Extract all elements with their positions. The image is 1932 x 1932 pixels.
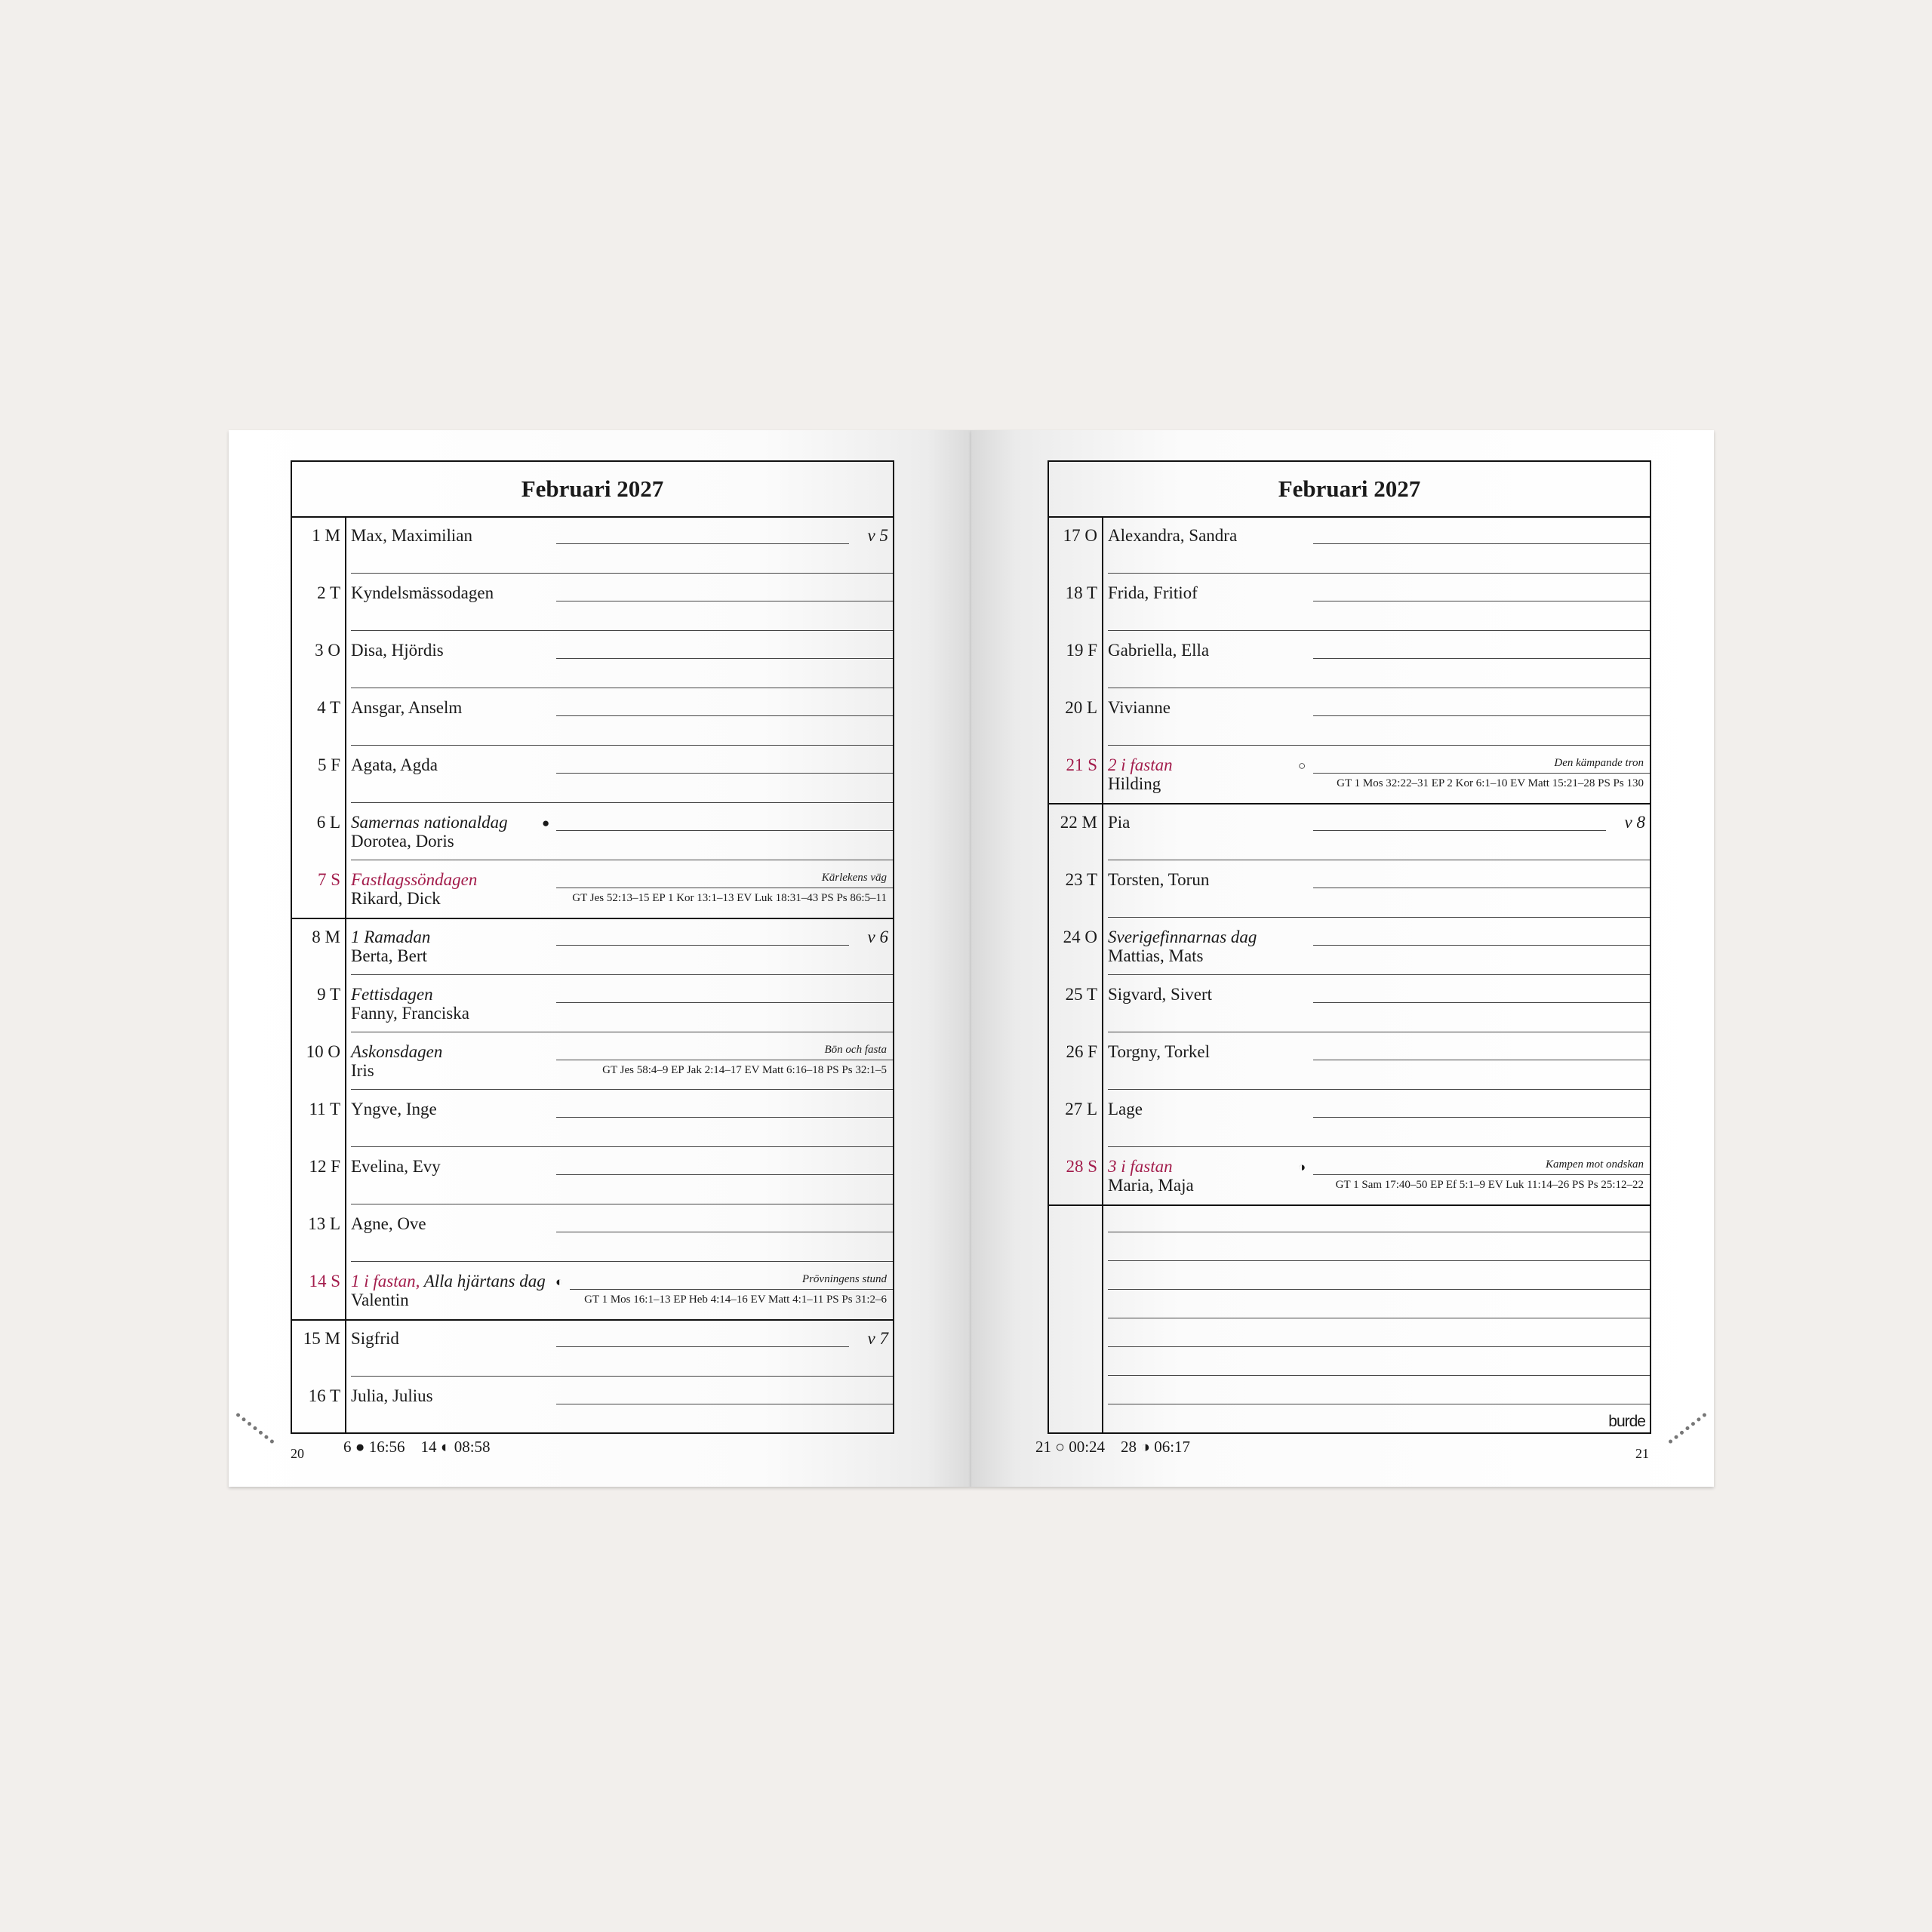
write-line[interactable] [1313,773,1650,774]
day-row [292,860,893,919]
name-day: Torgny, Torkel [1108,1042,1210,1061]
day-date: 8 M [312,928,340,946]
write-line[interactable] [1313,1002,1650,1003]
day-row [1049,688,1650,746]
brand-logo: burde [1608,1413,1645,1430]
day-date: 2 T [317,583,340,602]
moon-phase-day: 6 [343,1438,352,1456]
day-row [1049,746,1650,804]
day-event: Askonsdagen [351,1042,443,1061]
name-day: Fanny, Franciska [351,1004,469,1023]
page-title: Februari 2027 [292,462,893,518]
half-moon-icon: ◐ [440,1438,451,1456]
last-quarter-moon-icon: ◑ [1298,1160,1306,1174]
sunday-theme: Kampen mot ondskan [1546,1158,1644,1171]
day-event: Fettisdagen [351,985,433,1004]
write-line[interactable] [1313,715,1650,716]
name-day: Frida, Fritiof [1108,583,1198,602]
half-moon-icon: ◐ [555,1275,564,1289]
new-moon-icon: ○ [1298,758,1306,773]
left-page [229,430,971,1487]
sunday-event: 1 i fastan, [351,1272,420,1291]
day-row [292,1090,893,1147]
day-row [292,574,893,631]
day-row [292,1377,893,1434]
name-day: Rikard, Dick [351,889,441,908]
day-date: 21 S [1066,755,1097,774]
write-line[interactable] [556,1174,893,1175]
name-day: Kyndelsmässodagen [351,583,494,602]
week-number: v 8 [1624,813,1645,832]
left-calendar-frame [291,460,894,1434]
moon-phase-time: 06:17 [1154,1438,1191,1456]
name-day: Agata, Agda [351,755,438,774]
day-date: 17 O [1063,526,1097,545]
write-line[interactable] [556,543,849,544]
day-date: 5 F [317,755,340,774]
name-day: Dorotea, Doris [351,832,454,851]
planner-spread [229,430,1714,1487]
day-row [292,1262,893,1321]
day-row [1049,516,1650,574]
day-date: 18 T [1065,583,1097,602]
day-date: 9 T [317,985,340,1004]
day-date: 22 M [1060,813,1097,832]
moon-phases-footer [1035,1438,1190,1456]
write-line[interactable] [1313,1117,1650,1118]
bible-readings: GT Jes 58:4–9 EP Jak 2:14–17 EV Matt 6:16–18 PS Ps 32:1–5 [602,1064,887,1076]
day-event: Sverigefinnarnas dag [1108,928,1257,946]
name-day: Mattias, Mats [1108,946,1204,965]
day-date: 19 F [1066,641,1097,660]
write-line[interactable] [1313,945,1650,946]
day-date: 6 L [316,813,340,832]
day-date: 3 O [315,641,340,660]
name-day: Maria, Maja [1108,1176,1194,1195]
day-row [292,1032,893,1090]
name-day: Hilding [1108,774,1161,793]
valentines-event: Alla hjärtans dag [423,1272,546,1291]
name-day: Torsten, Torun [1108,870,1210,889]
name-day: Pia [1108,813,1131,832]
day-date: 20 L [1065,698,1097,717]
bible-readings: GT 1 Mos 16:1–13 EP Heb 4:14–16 EV Matt 4:1–11 PS Ps 31:2–6 [584,1294,887,1306]
day-row [1049,860,1650,918]
day-date: 7 S [317,870,340,889]
day-date: 16 T [308,1386,340,1405]
name-day: Julia, Julius [351,1386,433,1405]
moon-phase-time: 00:24 [1069,1438,1106,1456]
day-date: 1 M [312,526,340,545]
day-date: 25 T [1065,985,1097,1004]
day-row [1049,1147,1650,1206]
page-number: 21 [1635,1446,1649,1461]
moon-phases-footer [343,1438,491,1456]
day-row [292,918,893,975]
day-date: 27 L [1065,1100,1097,1118]
write-line[interactable] [556,1346,849,1347]
sunday-theme: Prövningens stund [801,1273,887,1285]
day-row [1049,1090,1650,1147]
write-line[interactable] [1313,1174,1650,1175]
sunday-theme: Kärlekens väg [821,872,887,884]
full-moon-icon: ● [355,1438,365,1456]
day-row [292,1319,893,1377]
page-number: 20 [291,1446,304,1461]
day-row [292,803,893,860]
perforation-dots [235,1412,275,1444]
name-day: Iris [351,1061,374,1080]
day-date: 26 F [1066,1042,1097,1061]
write-line[interactable] [556,945,849,946]
new-moon-icon: ○ [1055,1438,1065,1456]
day-event: 3 i fastan [1108,1157,1173,1176]
day-row [1049,1032,1650,1090]
name-day: Lage [1108,1100,1143,1118]
notes-line[interactable] [1108,1260,1650,1261]
day-date: 13 L [308,1214,340,1233]
day-date: 15 M [303,1329,340,1348]
write-line[interactable] [1313,658,1650,659]
day-row [1049,975,1650,1032]
week-number: v 6 [867,928,888,946]
day-date: 11 T [309,1100,340,1118]
day-row [292,1147,893,1204]
day-date: 14 S [309,1272,340,1291]
write-line[interactable] [1313,830,1606,831]
name-day: Sigvard, Sivert [1108,985,1212,1004]
bible-readings: GT 1 Sam 17:40–50 EP Ef 5:1–9 EV Luk 11:14–26 PS Ps 25:12–22 [1335,1179,1644,1191]
day-row [292,631,893,688]
week-number: v 5 [867,526,888,545]
name-day: Valentin [351,1291,409,1309]
day-row [1049,574,1650,631]
right-calendar-frame [1048,460,1651,1434]
write-line[interactable] [556,715,893,716]
day-event: 1 Ramadan [351,928,431,946]
last-quarter-moon-icon: ◑ [1140,1438,1150,1456]
name-day: Disa, Hjördis [351,641,444,660]
name-day: Max, Maximilian [351,526,472,545]
moon-phase-time: 08:58 [454,1438,491,1456]
write-line[interactable] [556,830,893,831]
day-row [292,975,893,1032]
day-row [1049,803,1650,860]
day-event: Fastlagssöndagen [351,870,478,889]
day-event: 2 i fastan [1108,755,1173,774]
moon-phase-day: 14 [420,1438,437,1456]
day-row [292,1204,893,1262]
write-line[interactable] [556,1002,893,1003]
day-row [292,516,893,574]
day-event: Samernas nationaldag [351,813,508,832]
bible-readings: GT Jes 52:13–15 EP 1 Kor 13:1–13 EV Luk 18:31–43 PS Ps 86:5–11 [572,892,887,904]
moon-phase-day: 28 [1121,1438,1137,1456]
day-event [351,1272,546,1291]
right-page [971,430,1714,1487]
moon-phase-day: 21 [1035,1438,1051,1456]
moon-phase-time: 16:56 [368,1438,405,1456]
write-line[interactable] [1313,543,1650,544]
notes-line[interactable] [1108,1346,1650,1347]
day-date: 10 O [306,1042,340,1061]
notes-line[interactable] [1108,1375,1650,1376]
week-number: v 7 [867,1329,888,1348]
name-day: Vivianne [1108,698,1171,717]
day-date: 28 S [1066,1157,1097,1176]
name-day: Berta, Bert [351,946,427,965]
day-theme: Bön och fasta [824,1044,887,1056]
sunday-theme: Den kämpande tron [1554,757,1644,769]
name-day: Agne, Ove [351,1214,426,1233]
day-row [1049,631,1650,688]
page-title: Februari 2027 [1049,462,1650,518]
write-line[interactable] [556,1117,893,1118]
day-row [292,688,893,746]
day-date: 23 T [1065,870,1097,889]
day-row [292,746,893,803]
bible-readings: GT 1 Mos 32:22–31 EP 2 Kor 6:1–10 EV Matt 15:21–28 PS Ps 130 [1337,777,1644,789]
name-day: Ansgar, Anselm [351,698,463,717]
day-row [1049,918,1650,975]
notes-line[interactable] [1108,1289,1650,1290]
name-day: Evelina, Evy [351,1157,441,1176]
write-line[interactable] [556,773,893,774]
day-date: 24 O [1063,928,1097,946]
perforation-dots [1668,1412,1707,1444]
day-date: 4 T [317,698,340,717]
write-line[interactable] [556,658,893,659]
name-day: Alexandra, Sandra [1108,526,1238,545]
name-day: Yngve, Inge [351,1100,437,1118]
full-moon-icon: ● [542,816,550,830]
name-day: Sigfrid [351,1329,399,1348]
name-day: Gabriella, Ella [1108,641,1210,660]
write-line[interactable] [570,1289,893,1290]
day-date: 12 F [309,1157,340,1176]
